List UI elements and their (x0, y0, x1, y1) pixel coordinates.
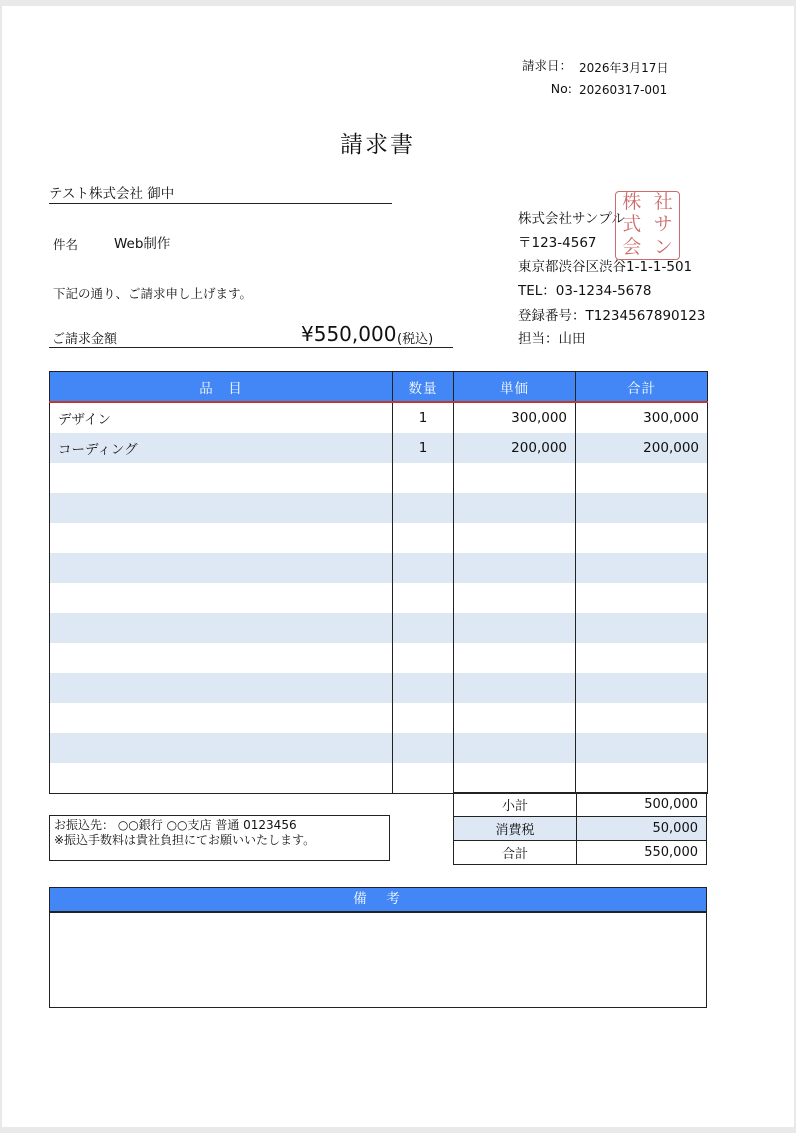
bank-info (49, 815, 390, 861)
issuer-company: 株式会社サンプル (518, 211, 625, 227)
items-table-body (50, 402, 708, 794)
table-row (50, 463, 708, 493)
item-qty-cell (393, 673, 454, 703)
item-qty-cell (393, 613, 454, 643)
subtotal-label: 小計 (454, 793, 577, 817)
item-name-cell (50, 613, 393, 643)
notes-box (49, 887, 707, 1008)
subject-value: Web制作 (114, 236, 171, 252)
item-qty-cell (393, 643, 454, 673)
invoice-date-label: 請求日： (521, 58, 572, 73)
item-name-cell (50, 763, 393, 794)
issuer-registration: 登録番号：T1234567890123 (518, 308, 706, 324)
amount-tax-note: (税込) (397, 332, 434, 347)
grand-total-row (454, 841, 707, 865)
item-unit-cell: 300,000 (454, 402, 576, 433)
page-title: 請求書 (340, 132, 415, 158)
amount-row (49, 322, 453, 348)
item-total-cell (576, 523, 708, 553)
issuer-contact: 担当：山田 (518, 331, 586, 347)
invoice-no-value: 20260317-001 (579, 83, 668, 97)
item-qty-cell (393, 523, 454, 553)
table-row (50, 673, 708, 703)
table-row (50, 613, 708, 643)
item-name-cell (50, 673, 393, 703)
item-name-cell: コーディング (50, 433, 393, 463)
amount-label: ご請求金額 (52, 332, 118, 347)
subtotal-value: 500,000 (577, 793, 707, 817)
table-row (50, 583, 708, 613)
item-name-cell (50, 703, 393, 733)
header-qty: 数量 (393, 372, 454, 403)
table-row (50, 433, 708, 463)
client-name-text: テスト株式会社 御中 (49, 186, 175, 202)
items-table-header (50, 372, 708, 403)
item-name-cell (50, 463, 393, 493)
item-total-cell: 200,000 (576, 433, 708, 463)
item-total-cell (576, 733, 708, 763)
header-item: 品 目 (50, 372, 393, 403)
item-unit-cell (454, 493, 576, 523)
invoice-message: 下記の通り、ご請求申し上げます。 (53, 286, 253, 301)
totals-table (453, 792, 707, 865)
item-total-cell: 300,000 (576, 402, 708, 433)
item-unit-cell (454, 673, 576, 703)
subject-label: 件名 (53, 237, 79, 252)
table-row (50, 763, 708, 794)
stamp-char: 式 (622, 213, 642, 236)
item-unit-cell (454, 523, 576, 553)
grand-total-value: 550,000 (577, 841, 707, 865)
item-unit-cell: 200,000 (454, 433, 576, 463)
item-total-cell (576, 493, 708, 523)
item-total-cell (576, 703, 708, 733)
header-unit-price: 単価 (454, 372, 576, 403)
table-row (50, 553, 708, 583)
item-total-cell (576, 463, 708, 493)
notes-header: 備 考 (50, 888, 706, 913)
invoice-page (2, 6, 794, 1127)
company-seal-stamp (615, 191, 680, 260)
stamp-char: ン (653, 235, 673, 258)
table-row (50, 733, 708, 763)
table-row (50, 643, 708, 673)
item-name-cell: デザイン (50, 402, 393, 433)
item-unit-cell (454, 703, 576, 733)
item-qty-cell: 1 (393, 402, 454, 433)
stamp-char: 社 (653, 191, 673, 213)
invoice-date-value: 2026年3月17日 (579, 61, 669, 75)
item-total-cell (576, 673, 708, 703)
item-qty-cell (393, 703, 454, 733)
item-qty-cell (393, 583, 454, 613)
item-total-cell (576, 553, 708, 583)
item-unit-cell (454, 583, 576, 613)
subtotal-row (454, 793, 707, 817)
item-total-cell (576, 613, 708, 643)
item-qty-cell (393, 553, 454, 583)
item-unit-cell (454, 613, 576, 643)
stamp-char: サ (653, 213, 673, 236)
bank-fee-note: ※振込手数料は貴社負担にてお願いいたします。 (54, 833, 316, 847)
client-name (49, 182, 392, 204)
amount-value: ¥550,000 (301, 322, 397, 346)
table-row (50, 703, 708, 733)
issuer-tel: TEL：03-1234-5678 (518, 283, 652, 299)
header-total: 合計 (576, 372, 708, 403)
item-unit-cell (454, 553, 576, 583)
notes-content[interactable] (50, 913, 706, 925)
stamp-char: 会 (622, 235, 642, 258)
item-name-cell (50, 733, 393, 763)
issuer-postal: 〒123-4567 (518, 235, 597, 251)
table-row (50, 493, 708, 523)
item-total-cell (576, 763, 708, 794)
item-name-cell (50, 493, 393, 523)
tax-label: 消費税 (454, 817, 577, 841)
item-name-cell (50, 583, 393, 613)
item-name-cell (50, 523, 393, 553)
item-unit-cell (454, 463, 576, 493)
item-qty-cell (393, 763, 454, 794)
stamp-char: 株 (622, 191, 642, 213)
item-total-cell (576, 643, 708, 673)
item-unit-cell (454, 763, 576, 794)
item-qty-cell (393, 733, 454, 763)
invoice-no-label: No: (550, 81, 572, 96)
item-qty-cell (393, 463, 454, 493)
bank-transfer-line: お振込先： ○○銀行 ○○支店 普通 0123456 (54, 818, 297, 832)
item-qty-cell (393, 493, 454, 523)
grand-total-label: 合計 (454, 841, 577, 865)
item-unit-cell (454, 643, 576, 673)
items-table (49, 371, 708, 794)
table-row (50, 523, 708, 553)
item-unit-cell (454, 733, 576, 763)
item-name-cell (50, 553, 393, 583)
tax-row (454, 817, 707, 841)
item-total-cell (576, 583, 708, 613)
table-row (50, 402, 708, 433)
item-qty-cell: 1 (393, 433, 454, 463)
tax-value: 50,000 (577, 817, 707, 841)
item-name-cell (50, 643, 393, 673)
issuer-address: 東京都渋谷区渋谷1-1-1-501 (518, 259, 693, 275)
